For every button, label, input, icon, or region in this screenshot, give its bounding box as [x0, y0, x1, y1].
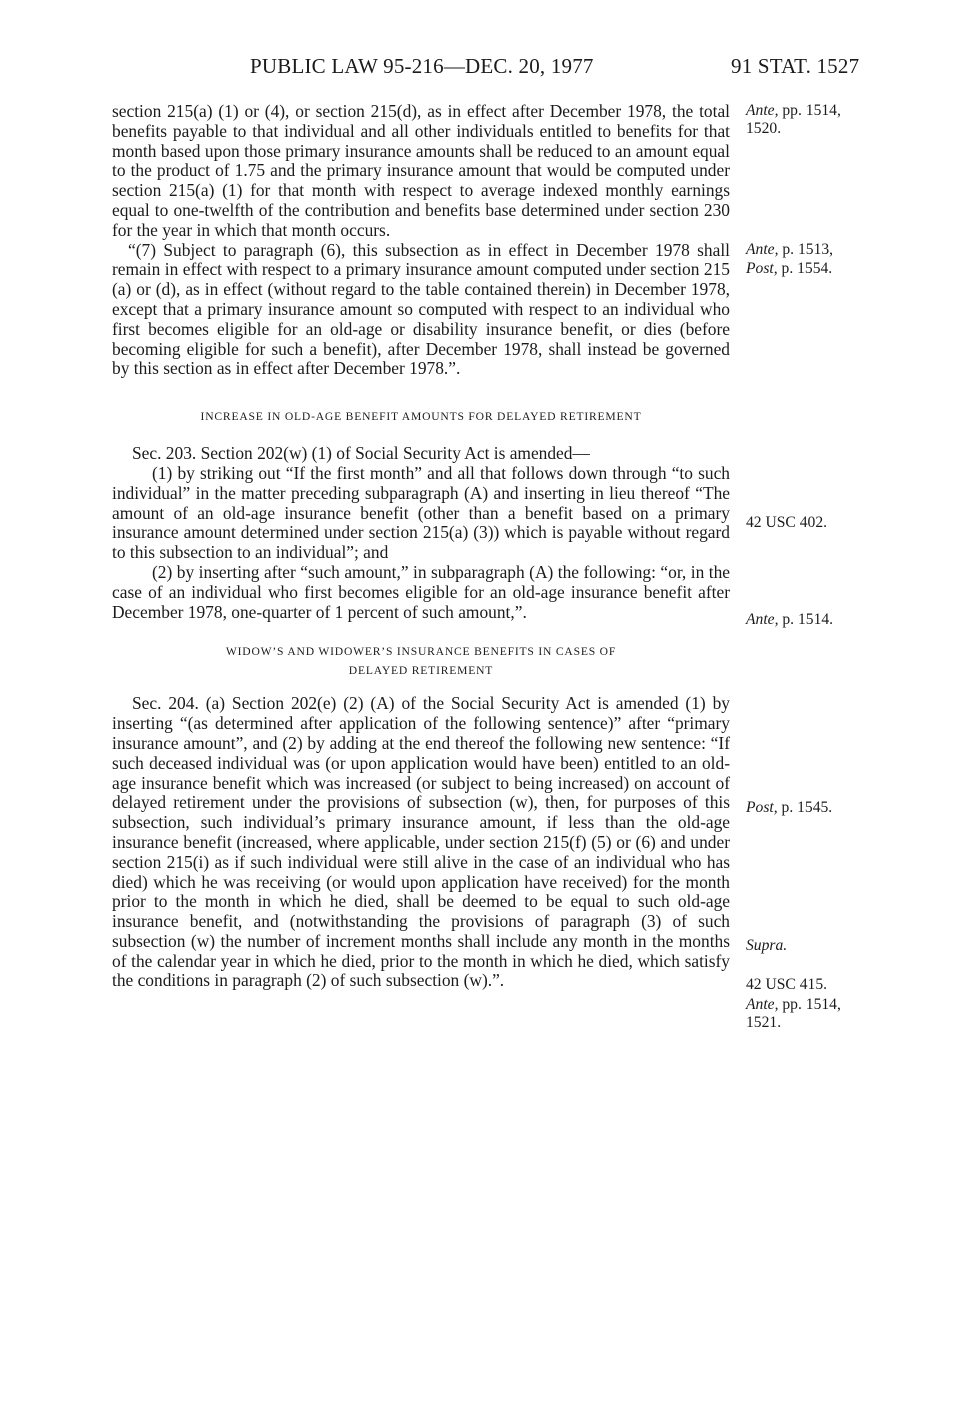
margin-note-post-1554 — [746, 260, 832, 278]
margin-note-pages: p. 1545. — [777, 799, 833, 816]
margin-note-pages: p. 1513, — [778, 241, 834, 258]
main-text-column — [112, 102, 730, 991]
margin-note-ante-label: Ante, — [746, 996, 779, 1013]
margin-note-post-label: Post, — [746, 799, 778, 816]
margin-note-ante-label: Ante, — [746, 241, 779, 258]
margin-note-supra-label: Supra. — [746, 937, 788, 954]
section-heading-204-line-1: WIDOW’S AND WIDOWER’S INSURANCE BENEFITS IN CASES OF — [225, 645, 617, 659]
margin-note-pages-cont: 1521. — [746, 1014, 782, 1031]
section-204-text: Sec. 204. (a) Section 202(e) (2) (A) of the Social Security Act is amended (1) by inserting “(as determined after application of the following sentence)” after “primary insurance amount”, and (2) by adding at the end thereof the following new sentence: “If such deceased individual was (or upon application would have been) entitled to an old-age insurance benefit which was increased (or subject to being increased) on account of delayed retirement under the provisions of subsection (w), then, for purposes of this subsection, such individual’s primary insurance amount, if less than the old-age insurance benefit (increased, where applicable, under section 215(f) (5) or (6) and under section 215(i) as if such individual were still alive in the case of an individual who has died) which he was receiving (or would upon application have received) for the month prior to the month in which he died, shall be deemed to be equal to such old-age insurance benefit, and (notwithstanding the provisions of paragraph (3) of such subsection (w) the number of increment months shall include any month in the months of the calendar year in which he died, prior to the month in which he died, which satisfy the conditions in paragraph (2) of such subsection (w).”. — [112, 693, 730, 991]
section-203-item-1: (1) by striking out “If the first month” and all that follows down through “to such individual” in the matter preceding subparagraph (A) and inserting in lieu thereof “The amount of an old-age insurance benefit (other than a benefit based on a primary insurance amount determined under section 215(a) (3)) which is payable without regard to this subsection to an individual”; and — [112, 462, 730, 563]
margin-note-pages-cont: 1520. — [746, 120, 782, 137]
margin-note-ante-1514-c — [746, 996, 841, 1032]
section-heading-204 — [112, 642, 730, 680]
section-heading-203: INCREASE IN OLD-AGE BENEFIT AMOUNTS FOR DELAYED RETIREMENT — [200, 410, 642, 424]
margin-note-pages: p. 1554. — [777, 260, 833, 277]
margin-note-supra — [746, 937, 787, 955]
paragraph-continuation: section 215(a) (1) or (4), or section 215(d), as in effect after December 1978, the total benefits payable to that individual and all other individuals entitled to benefits for that month based upon those primary insurance amounts shall be reduced to an amount equal to the product of 1.75 and the primary insurance amount that would be computed under section 215(a) (1) for that month with respect to average indexed monthly earnings equal to one-twelfth of the contribution and benefits base determined under section 230 for the year in which that month occurs. — [112, 101, 730, 240]
margin-note-ante-1514 — [746, 102, 841, 138]
running-head-stat: 91 STAT. 1527 — [731, 54, 860, 78]
running-head-title: PUBLIC LAW 95-216—DEC. 20, 1977 — [250, 54, 594, 78]
margin-note-ante-1513 — [746, 241, 833, 259]
margin-note-pages: pp. 1514, — [778, 996, 841, 1013]
section-203-intro: Sec. 203. Section 202(w) (1) of Social Security Act is amended— — [132, 443, 590, 464]
margin-note-post-1545 — [746, 799, 832, 817]
margin-note-ante-label: Ante, — [746, 611, 779, 628]
section-heading-204-line-2: DELAYED RETIREMENT — [348, 664, 494, 678]
margin-note-42-usc-402: 42 USC 402. — [746, 514, 828, 531]
margin-note-ante-label: Ante, — [746, 102, 779, 119]
margin-note-pages: pp. 1514, — [778, 102, 841, 119]
margin-note-42-usc-415: 42 USC 415. — [746, 976, 828, 993]
paragraph-7: “(7) Subject to paragraph (6), this subsection as in effect in December 1978 shall remain in effect with respect to a primary insurance amount computed under section 215 (a) or (d), as in effect (without regard to the table contained therein) in December 1978, except that a primary insurance amount so computed with respect to an individual who first becomes eligible for an old-age or disability insurance benefit, or dies (before becoming eligible for such a benefit), after December 1978, shall instead be governed by this section as in effect after December 1978.”. — [112, 239, 730, 379]
margin-note-post-label: Post, — [746, 260, 778, 277]
section-203-item-2: (2) by inserting after “such amount,” in subparagraph (A) the following: “or, in the case of an individual who first becomes eligible for an old-age insurance benefit after December 1978, one-quarter of 1 percent of such amount,”. — [112, 561, 730, 622]
margin-note-ante-1514-b — [746, 611, 833, 629]
margin-note-pages: p. 1514. — [778, 611, 834, 628]
